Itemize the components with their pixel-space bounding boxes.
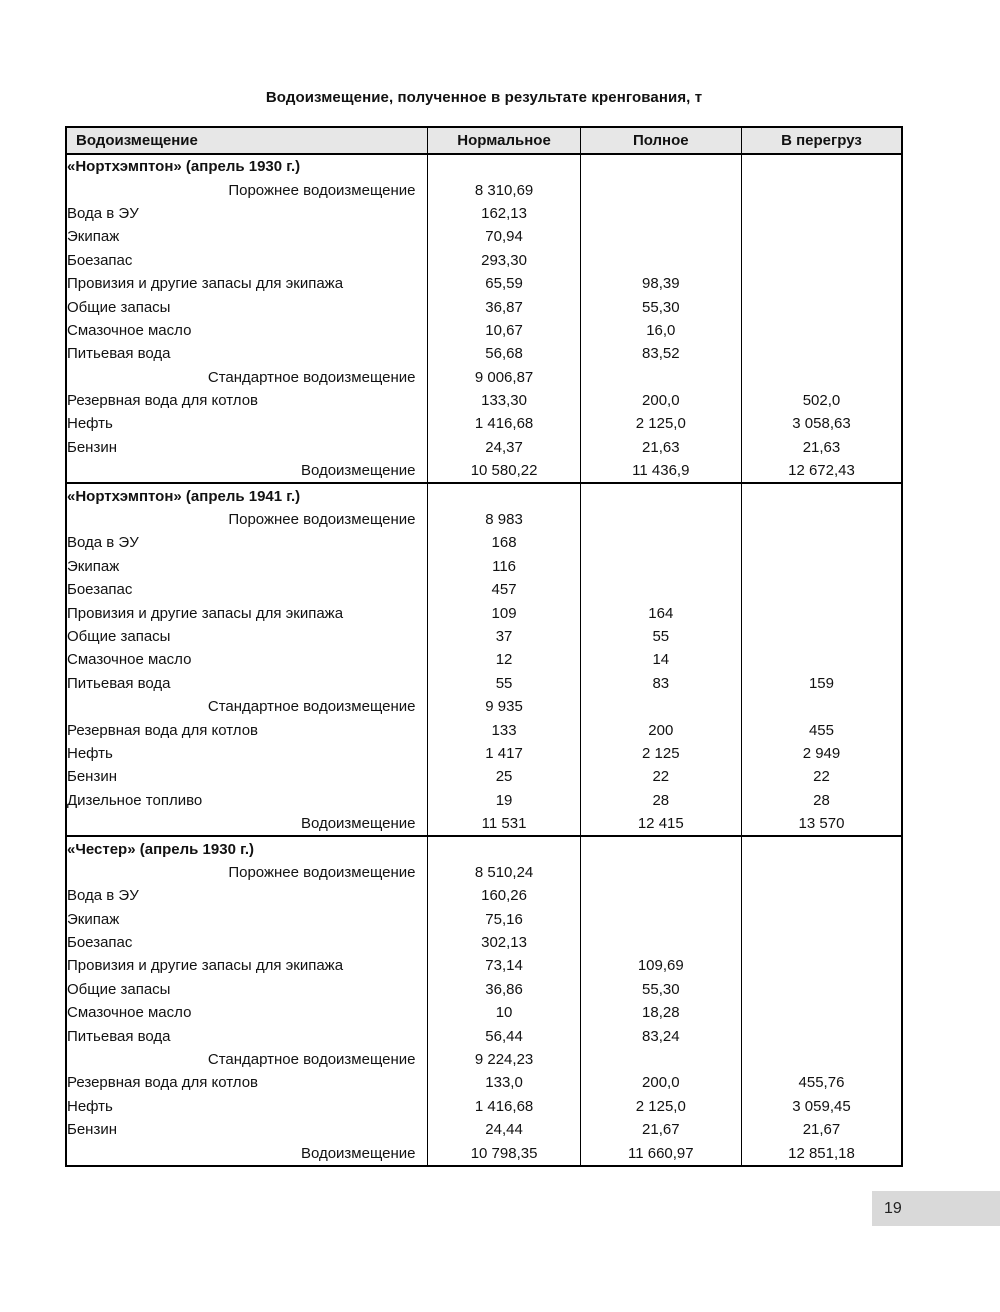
value-cell-normal: 24,37 (428, 436, 580, 459)
value-cell-overload: 21,67 (741, 1118, 902, 1141)
page-number: 19 (884, 1200, 902, 1217)
value-cell-overload: 2 949 (741, 742, 902, 765)
value-cell-full (580, 225, 741, 248)
table-header (66, 127, 902, 154)
row-label-cell: Бензин (66, 1118, 428, 1141)
table-section (66, 836, 902, 1165)
row-label-cell: Нефть (66, 412, 428, 435)
value-cell-overload (741, 908, 902, 931)
table-row (66, 578, 902, 601)
row-label-cell: Порожнее водоизмещение (66, 178, 428, 201)
value-cell-normal: 133,30 (428, 389, 580, 412)
column-header-normal: Нормальное (428, 127, 580, 154)
value-cell-overload (741, 861, 902, 884)
header-row (66, 127, 902, 154)
row-label-cell: Питьевая вода (66, 672, 428, 695)
table-row (66, 1071, 902, 1094)
value-cell-normal: 73,14 (428, 954, 580, 977)
row-label-cell: Экипаж (66, 225, 428, 248)
table-row (66, 742, 902, 765)
value-cell-normal: 8 310,69 (428, 178, 580, 201)
row-label-cell: Водоизмещение (66, 812, 428, 836)
value-cell-overload: 22 (741, 765, 902, 788)
row-label-cell: Питьевая вода (66, 1024, 428, 1047)
value-cell-full: 164 (580, 601, 741, 624)
table-row (66, 861, 902, 884)
empty-cell (580, 154, 741, 178)
table-row (66, 1048, 902, 1071)
value-cell-full (580, 884, 741, 907)
value-cell-normal: 8 510,24 (428, 861, 580, 884)
table-row (66, 459, 902, 483)
value-cell-normal: 70,94 (428, 225, 580, 248)
empty-cell (580, 836, 741, 860)
value-cell-overload (741, 202, 902, 225)
value-cell-overload: 3 059,45 (741, 1095, 902, 1118)
value-cell-overload (741, 508, 902, 531)
empty-cell (741, 836, 902, 860)
row-label-cell: Провизия и другие запасы для экипажа (66, 954, 428, 977)
value-cell-overload (741, 178, 902, 201)
value-cell-full: 2 125 (580, 742, 741, 765)
value-cell-full: 18,28 (580, 1001, 741, 1024)
value-cell-full: 21,63 (580, 436, 741, 459)
table-row (66, 1095, 902, 1118)
value-cell-normal: 37 (428, 625, 580, 648)
value-cell-overload (741, 625, 902, 648)
table-row (66, 342, 902, 365)
table-section (66, 483, 902, 836)
value-cell-overload (741, 366, 902, 389)
row-label-cell: Вода в ЭУ (66, 202, 428, 225)
value-cell-full: 11 436,9 (580, 459, 741, 483)
value-cell-full (580, 695, 741, 718)
empty-cell (580, 483, 741, 507)
row-label-cell: Провизия и другие запасы для экипажа (66, 272, 428, 295)
table-row (66, 272, 902, 295)
value-cell-overload (741, 1048, 902, 1071)
value-cell-overload: 455 (741, 718, 902, 741)
displacement-table (65, 126, 903, 1167)
value-cell-full: 55 (580, 625, 741, 648)
row-label-cell: Стандартное водоизмещение (66, 695, 428, 718)
value-cell-full: 200 (580, 718, 741, 741)
value-cell-normal: 25 (428, 765, 580, 788)
value-cell-overload (741, 272, 902, 295)
value-cell-overload (741, 978, 902, 1001)
value-cell-normal: 9 935 (428, 695, 580, 718)
table-row (66, 931, 902, 954)
value-cell-full (580, 1048, 741, 1071)
table-row (66, 389, 902, 412)
value-cell-normal: 168 (428, 531, 580, 554)
value-cell-normal: 1 416,68 (428, 412, 580, 435)
value-cell-full: 200,0 (580, 389, 741, 412)
value-cell-normal: 1 416,68 (428, 1095, 580, 1118)
value-cell-normal: 8 983 (428, 508, 580, 531)
row-label-cell: Стандартное водоизмещение (66, 366, 428, 389)
row-label-cell: Вода в ЭУ (66, 531, 428, 554)
row-label-cell: Резервная вода для котлов (66, 1071, 428, 1094)
value-cell-full (580, 531, 741, 554)
section-title: «Нортхэмптон» (апрель 1930 г.) (66, 154, 428, 178)
value-cell-normal: 109 (428, 601, 580, 624)
value-cell-full (580, 202, 741, 225)
page-number-box (872, 1191, 1000, 1226)
value-cell-normal: 19 (428, 789, 580, 812)
value-cell-full: 21,67 (580, 1118, 741, 1141)
value-cell-normal: 75,16 (428, 908, 580, 931)
value-cell-normal: 55 (428, 672, 580, 695)
row-label-cell: Смазочное масло (66, 319, 428, 342)
table-row (66, 978, 902, 1001)
table-row (66, 789, 902, 812)
value-cell-normal: 116 (428, 555, 580, 578)
table-row (66, 1001, 902, 1024)
value-cell-normal: 10 580,22 (428, 459, 580, 483)
value-cell-overload (741, 225, 902, 248)
value-cell-overload (741, 342, 902, 365)
value-cell-normal: 12 (428, 648, 580, 671)
row-label-cell: Водоизмещение (66, 1141, 428, 1165)
value-cell-overload (741, 695, 902, 718)
row-label-cell: Смазочное масло (66, 648, 428, 671)
value-cell-overload (741, 578, 902, 601)
table-row (66, 202, 902, 225)
value-cell-full: 28 (580, 789, 741, 812)
value-cell-overload (741, 555, 902, 578)
value-cell-overload: 3 058,63 (741, 412, 902, 435)
value-cell-normal: 9 224,23 (428, 1048, 580, 1071)
section-header-row (66, 836, 902, 860)
value-cell-normal: 9 006,87 (428, 366, 580, 389)
value-cell-overload (741, 601, 902, 624)
value-cell-full: 2 125,0 (580, 412, 741, 435)
table-row (66, 531, 902, 554)
value-cell-full (580, 578, 741, 601)
value-cell-full (580, 366, 741, 389)
value-cell-normal: 133,0 (428, 1071, 580, 1094)
value-cell-overload: 455,76 (741, 1071, 902, 1094)
value-cell-normal: 133 (428, 718, 580, 741)
value-cell-normal: 302,13 (428, 931, 580, 954)
table-row (66, 765, 902, 788)
value-cell-normal: 10 798,35 (428, 1141, 580, 1165)
value-cell-overload: 13 570 (741, 812, 902, 836)
table-row (66, 601, 902, 624)
value-cell-overload (741, 249, 902, 272)
row-label-cell: Смазочное масло (66, 1001, 428, 1024)
row-label-cell: Нефть (66, 742, 428, 765)
value-cell-normal: 457 (428, 578, 580, 601)
section-title: «Нортхэмптон» (апрель 1941 г.) (66, 483, 428, 507)
value-cell-overload: 502,0 (741, 389, 902, 412)
row-label-cell: Стандартное водоизмещение (66, 1048, 428, 1071)
value-cell-normal: 10 (428, 1001, 580, 1024)
value-cell-full: 14 (580, 648, 741, 671)
row-label-cell: Дизельное топливо (66, 789, 428, 812)
table-row (66, 412, 902, 435)
column-header-overload: В перегруз (741, 127, 902, 154)
row-label-cell: Порожнее водоизмещение (66, 508, 428, 531)
section-header-row (66, 154, 902, 178)
value-cell-full: 55,30 (580, 295, 741, 318)
value-cell-normal: 36,86 (428, 978, 580, 1001)
table-row (66, 718, 902, 741)
empty-cell (428, 836, 580, 860)
value-cell-full: 200,0 (580, 1071, 741, 1094)
value-cell-full: 98,39 (580, 272, 741, 295)
value-cell-full (580, 931, 741, 954)
row-label-cell: Боезапас (66, 249, 428, 272)
row-label-cell: Порожнее водоизмещение (66, 861, 428, 884)
row-label-cell: Экипаж (66, 555, 428, 578)
row-label-cell: Питьевая вода (66, 342, 428, 365)
value-cell-full: 55,30 (580, 978, 741, 1001)
value-cell-full: 12 415 (580, 812, 741, 836)
row-label-cell: Общие запасы (66, 978, 428, 1001)
table-row (66, 366, 902, 389)
section-header-row (66, 483, 902, 507)
value-cell-overload (741, 648, 902, 671)
row-label-cell: Бензин (66, 436, 428, 459)
value-cell-normal: 11 531 (428, 812, 580, 836)
value-cell-overload (741, 319, 902, 342)
row-label-cell: Боезапас (66, 578, 428, 601)
value-cell-full (580, 249, 741, 272)
section-title: «Честер» (апрель 1930 г.) (66, 836, 428, 860)
row-label-cell: Резервная вода для котлов (66, 389, 428, 412)
value-cell-full: 109,69 (580, 954, 741, 977)
value-cell-full: 16,0 (580, 319, 741, 342)
table-row (66, 1118, 902, 1141)
empty-cell (741, 154, 902, 178)
value-cell-normal: 56,44 (428, 1024, 580, 1047)
row-label-cell: Водоизмещение (66, 459, 428, 483)
table-row (66, 625, 902, 648)
row-label-cell: Бензин (66, 765, 428, 788)
table-row (66, 672, 902, 695)
value-cell-overload: 12 672,43 (741, 459, 902, 483)
value-cell-normal: 293,30 (428, 249, 580, 272)
value-cell-full: 22 (580, 765, 741, 788)
value-cell-full: 83,52 (580, 342, 741, 365)
table-row (66, 295, 902, 318)
value-cell-overload: 21,63 (741, 436, 902, 459)
table-row (66, 1141, 902, 1165)
row-label-cell: Резервная вода для котлов (66, 718, 428, 741)
column-header-displacement: Водоизмещение (66, 127, 428, 154)
table-row (66, 648, 902, 671)
value-cell-overload (741, 884, 902, 907)
value-cell-normal: 1 417 (428, 742, 580, 765)
value-cell-full: 83 (580, 672, 741, 695)
value-cell-normal: 65,59 (428, 272, 580, 295)
value-cell-overload (741, 531, 902, 554)
value-cell-full (580, 508, 741, 531)
value-cell-normal: 24,44 (428, 1118, 580, 1141)
empty-cell (428, 154, 580, 178)
table-row (66, 884, 902, 907)
table-row (66, 319, 902, 342)
table-row (66, 1024, 902, 1047)
row-label-cell: Экипаж (66, 908, 428, 931)
value-cell-overload (741, 931, 902, 954)
table-row (66, 508, 902, 531)
value-cell-overload: 159 (741, 672, 902, 695)
value-cell-overload (741, 1001, 902, 1024)
value-cell-full (580, 861, 741, 884)
row-label-cell: Общие запасы (66, 625, 428, 648)
table-row (66, 695, 902, 718)
value-cell-full: 83,24 (580, 1024, 741, 1047)
column-header-full: Полное (580, 127, 741, 154)
value-cell-overload (741, 295, 902, 318)
value-cell-full: 2 125,0 (580, 1095, 741, 1118)
row-label-cell: Общие запасы (66, 295, 428, 318)
table-row (66, 954, 902, 977)
page-title: Водоизмещение, полученное в результате кренгования, т (265, 89, 703, 106)
table-row (66, 812, 902, 836)
table-section (66, 154, 902, 483)
table-row (66, 555, 902, 578)
value-cell-full: 11 660,97 (580, 1141, 741, 1165)
table-row (66, 178, 902, 201)
value-cell-overload: 12 851,18 (741, 1141, 902, 1165)
table-row (66, 225, 902, 248)
row-label-cell: Вода в ЭУ (66, 884, 428, 907)
table-row (66, 249, 902, 272)
value-cell-overload (741, 1024, 902, 1047)
row-label-cell: Боезапас (66, 931, 428, 954)
row-label-cell: Провизия и другие запасы для экипажа (66, 601, 428, 624)
value-cell-normal: 162,13 (428, 202, 580, 225)
value-cell-overload: 28 (741, 789, 902, 812)
table-row (66, 436, 902, 459)
empty-cell (741, 483, 902, 507)
value-cell-full (580, 555, 741, 578)
row-label-cell: Нефть (66, 1095, 428, 1118)
value-cell-full (580, 178, 741, 201)
table-row (66, 908, 902, 931)
empty-cell (428, 483, 580, 507)
value-cell-normal: 10,67 (428, 319, 580, 342)
value-cell-overload (741, 954, 902, 977)
value-cell-normal: 56,68 (428, 342, 580, 365)
value-cell-full (580, 908, 741, 931)
value-cell-normal: 160,26 (428, 884, 580, 907)
value-cell-normal: 36,87 (428, 295, 580, 318)
